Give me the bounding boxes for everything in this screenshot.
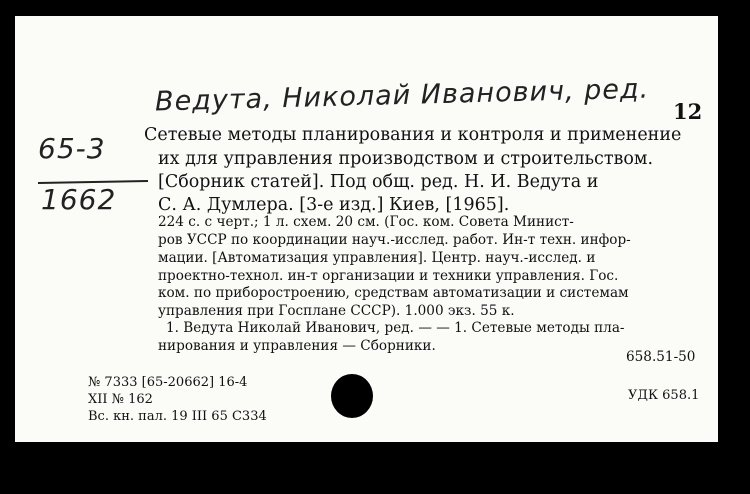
title-line: [Сборник статей]. Под общ. ред. Н. И. Ведута и [158, 172, 599, 192]
handwritten-call-number-top: 65-3 [38, 132, 106, 165]
tracing-line: 1. Ведута Николай Иванович, ред. — — 1. Сетевые методы пла- [166, 320, 625, 336]
record-line: № 7333 [65-20662] 16-4 [88, 375, 248, 390]
description-line: 224 с. с черт.; 1 л. схем. 20 см. (Гос. ком. Совета Минист- [158, 214, 574, 230]
punch-hole [331, 374, 373, 418]
tracing-line: нирования и управления — Сборники. [158, 338, 436, 354]
description-line: ров УССР по координации науч.-исслед. работ. Ин-т техн. инфор- [158, 232, 631, 248]
udc-code: УДК 658.1 [628, 388, 700, 403]
description-line: управления при Госплане СССР). 1.000 экз. 55 к. [158, 303, 515, 319]
card-number: 12 [673, 99, 703, 124]
title-line: Сетевые методы планирования и контроля и применение [144, 125, 682, 145]
handwritten-call-number-bottom: 1662 [41, 183, 117, 216]
handwritten-author-heading: Ведута, Николай Иванович, ред. [154, 73, 650, 118]
record-line: Вс. кн. пал. 19 III 65 С334 [88, 409, 267, 424]
description-line: мации. [Автоматизация управления]. Центр. науч.-исслед. и [158, 250, 596, 266]
classification-number: 658.51-50 [626, 349, 696, 365]
description-line: проектно-технол. ин-т организации и техники управления. Гос. [158, 268, 619, 284]
catalog-card [15, 16, 718, 442]
record-line: XII № 162 [88, 392, 153, 407]
title-line: С. А. Думлера. [3-е изд.] Киев, [1965]. [158, 195, 510, 215]
description-line: ком. по приборостроению, средствам автоматизации и системам [158, 285, 629, 301]
title-line: их для управления производством и строительством. [158, 149, 654, 169]
